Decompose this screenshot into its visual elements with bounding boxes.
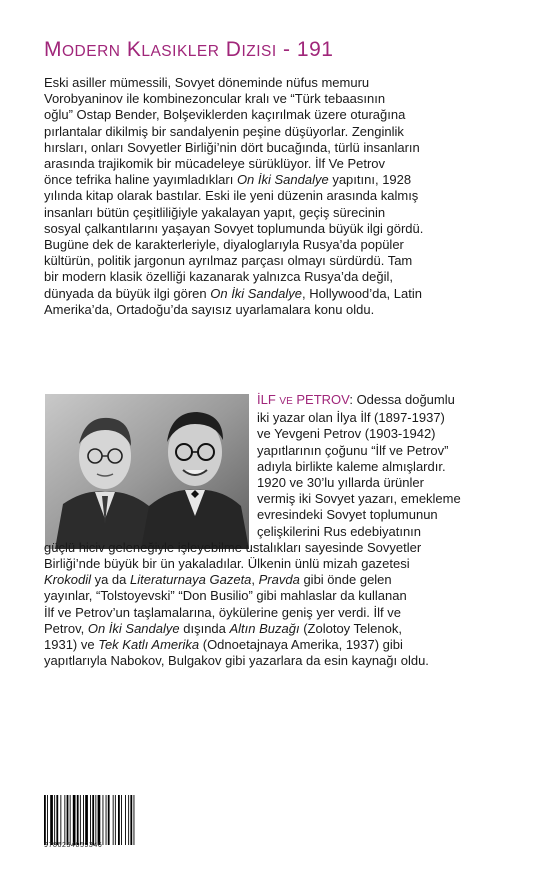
barcode-bar: [103, 795, 104, 845]
barcode-bar: [98, 795, 101, 845]
summary-line: pırlantalar dikilmiş bir sandalyenin peşine düşüyorlar. Zenginlik: [44, 123, 404, 139]
author-bio-text: : Odessa doğumlu: [349, 392, 455, 407]
barcode-bar: [80, 795, 81, 845]
summary-paragraph: [44, 75, 522, 318]
barcode-bar: [115, 795, 116, 845]
author-bio-line: Birliği’nde büyük bir ün yakaladılar. Ülkenin ünlü mizah gazetesi: [44, 556, 410, 572]
barcode-bar: [125, 795, 126, 845]
summary-line: Vorobyaninov ile kombinezoncular kralı ve “Türk tebaasının: [44, 91, 386, 107]
barcode-bar: [108, 795, 110, 845]
author-bio-line: evresindeki Sovyet toplumunun: [257, 507, 438, 523]
summary-line: Bugüne dek de karakterleriyle, diyaloglarıyla Rusya’da popüler: [44, 237, 404, 253]
author-bio-line: [44, 392, 522, 410]
barcode-bar: [130, 795, 132, 845]
barcode-bar: [90, 795, 91, 845]
summary-line: Amerika’da, Ortadoğu’da sayısız uyarlamalara konu oldu.: [44, 301, 375, 317]
author-bio-paragraph: [44, 392, 522, 669]
barcode-bar: [60, 795, 61, 845]
barcode-bar: [118, 795, 120, 845]
barcode-bar: [67, 795, 69, 845]
barcode-bar: [85, 795, 88, 845]
author-bio-line: yapıtlarının çoğunu “İlf ve Petrov”: [257, 442, 449, 458]
barcode-bar: [47, 795, 48, 845]
author-label: İLF VE PETROV: [257, 392, 350, 407]
author-bio-line: yayınlar, “Tolstoyevski” “Don Busilio” gibi mahlaslar da kullanan: [44, 588, 407, 604]
series-title: [44, 38, 333, 62]
barcode-bar: [95, 795, 96, 845]
barcode-bar: [70, 795, 71, 845]
author-bio-line: çelişkilerini Rus edebiyatının: [257, 523, 422, 539]
summary-line: yılında kitap olarak bastılar. Eski ile yeni düzenin arasında kalmış: [44, 188, 419, 204]
summary-line: oğlu” Ostap Bender, Bolşeviklerden kaçırılmak üzere oturağına: [44, 107, 406, 123]
author-bio-line: yapıtlarıyla Nabokov, Bulgakov gibi yazarlara da esin kaynağı oldu.: [44, 653, 429, 669]
barcode-bar: [128, 795, 129, 845]
barcode-bar: [92, 795, 94, 845]
barcode-bar: [77, 795, 79, 845]
author-bio-line: güçlü hiciv geleneğiyle işleyebilme ustalıkları sayesinde Sovyetler: [44, 539, 422, 555]
barcode-bar: [121, 795, 122, 845]
barcode-bar: [54, 795, 55, 845]
author-bio-line: adıyla birlikte kaleme almışlardır.: [257, 458, 446, 474]
barcode-bar: [73, 795, 76, 845]
barcode-bar: [83, 795, 84, 845]
summary-line: insanları bütün çeşitliliğiyle yakalayan yapıt, geçiş sürecinin: [44, 204, 386, 220]
summary-line: Eski asiller mümessili, Sovyet döneminde nüfus memuru: [44, 75, 370, 90]
author-bio-line: 1931) ve Tek Katlı Amerika (Odnoetajnaya Amerika, 1937) gibi: [44, 637, 403, 653]
author-bio-line: iki yazar olan İlya İlf (1897-1937): [257, 410, 445, 426]
series-title-text: MODERN KLASIKLER DIZISI - 191: [44, 38, 334, 61]
barcode-bar: [134, 795, 135, 845]
barcode-bar: [56, 795, 58, 845]
barcode-bar: [50, 795, 53, 845]
author-bio-line: 1920 ve 30’lu yıllarda ürünler: [257, 475, 424, 491]
author-bio-line: vermiş iki Sovyet yazarı, emekleme: [257, 491, 461, 507]
summary-line: kültürün, politik jargonun ayrılmaz parçası olmayı sürdürdü. Tam: [44, 253, 413, 269]
summary-line: sosyal çalkantılarını yaşayan Sovyet toplumunda büyük ilgi gördü.: [44, 220, 424, 236]
barcode-bar: [44, 795, 46, 845]
barcode-bar: [64, 795, 65, 845]
summary-line: arasında trajikomik bir mücadeleye sürüklüyor. İlf Ve Petrov: [44, 156, 386, 172]
barcode-bar: [106, 795, 107, 845]
barcode-bar: [113, 795, 114, 845]
summary-line: önce tefrika haline yayımladıkları On İki Sandalye yapıtını, 1928: [44, 172, 412, 188]
author-bio-line: İlf ve Petrov’un taşlamalarına, öykülerine geniş yer verdi. İlf ve: [44, 604, 401, 620]
summary-line: dünyada da büyük ilgi gören On İki Sandalye, Hollywood’da, Latin: [44, 285, 422, 301]
author-bio-line: ve Yevgeni Petrov (1903-1942): [257, 426, 436, 442]
summary-line: bir modern klasik özelliği kazanarak yalnızca Rusya’da değil,: [44, 269, 394, 285]
barcode-number: 9786254059346: [44, 842, 103, 849]
barcode-image: [44, 795, 140, 845]
author-bio-line: Krokodil ya da Literaturnaya Gazeta, Pravda gibi önde gelen: [44, 572, 392, 588]
author-bio-line: Petrov, On İki Sandalye dışında Altın Buzağı (Zolotoy Telenok,: [44, 620, 402, 636]
summary-line: hırsları, onları Sovyetler Birliği’nin dört bucağında, türlü insanların: [44, 139, 420, 155]
